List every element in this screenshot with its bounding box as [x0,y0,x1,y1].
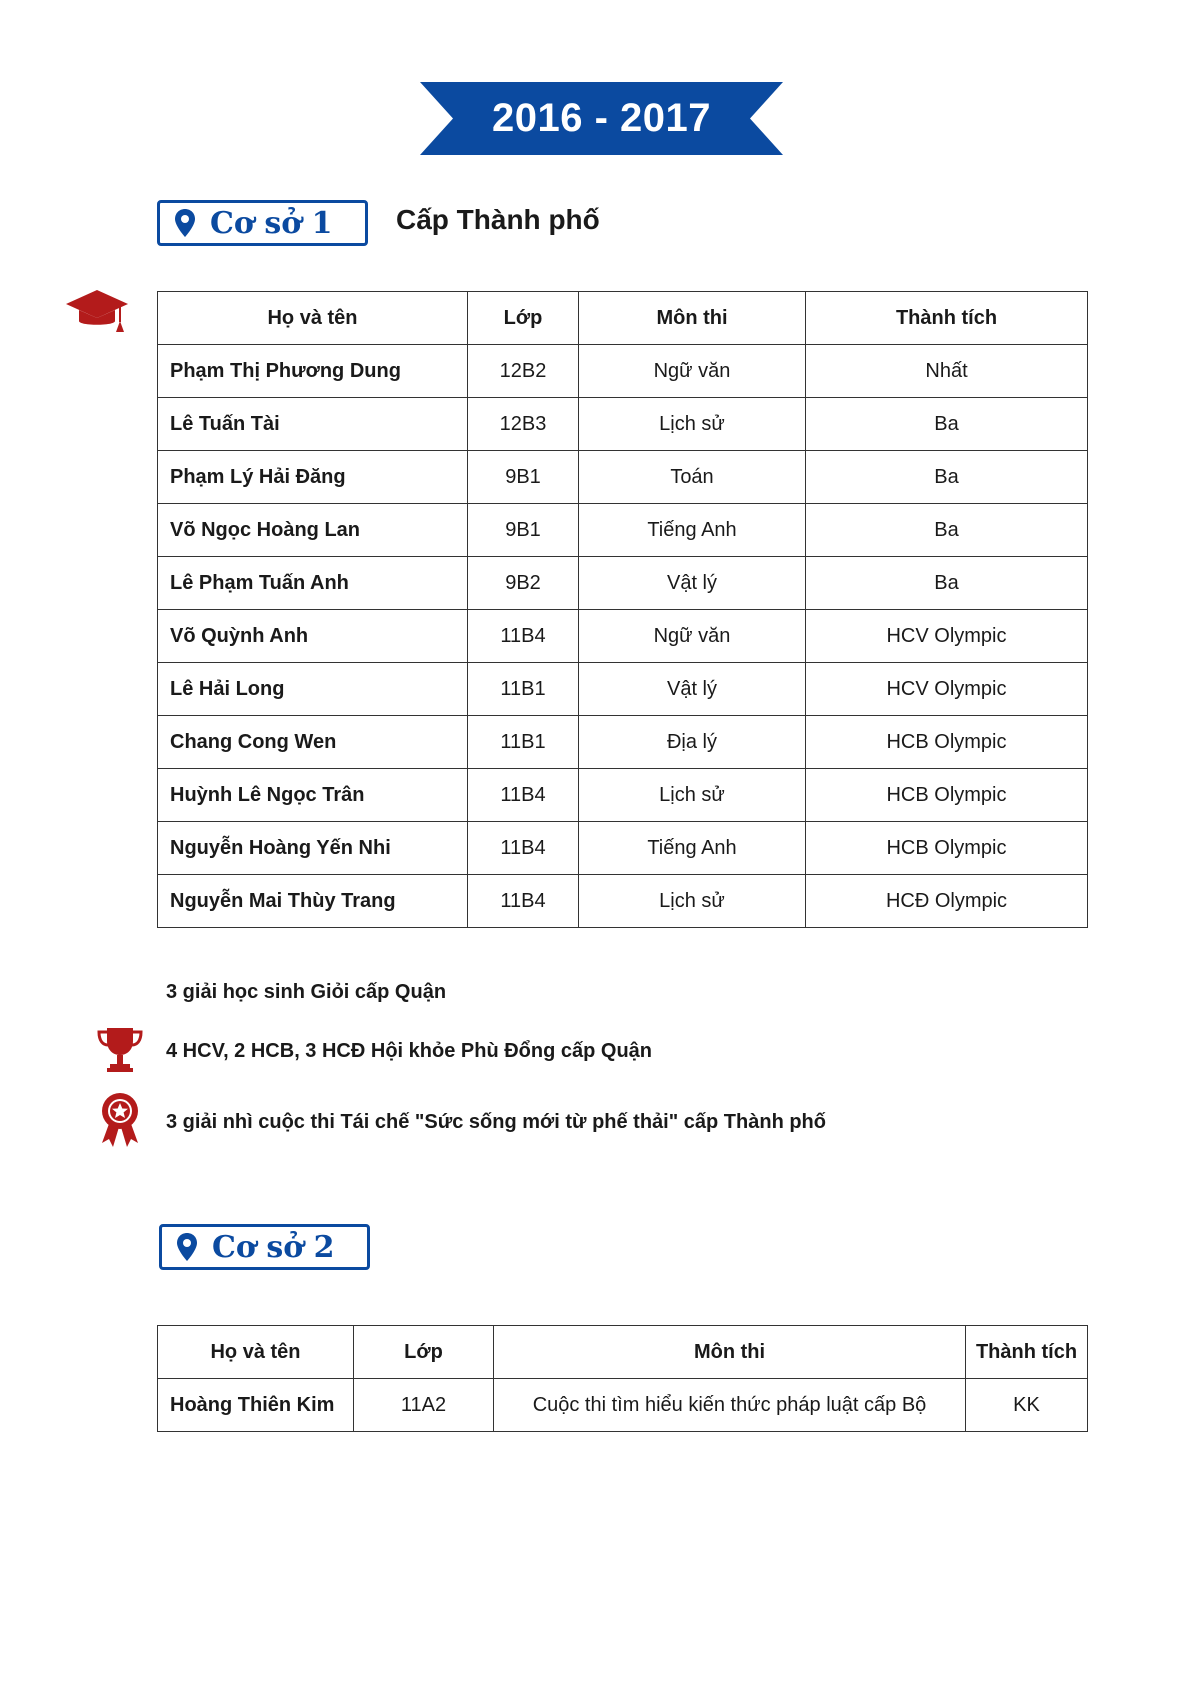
table-row [158,451,1088,504]
class-cell: 11B4 [468,610,579,663]
subject-cell: Tiếng Anh [579,822,806,875]
table-row [158,398,1088,451]
campus-2-label: Cơ sở 2 [212,1229,335,1265]
class-cell: 12B2 [468,345,579,398]
achievement-cell: Ba [806,451,1088,504]
campus-2-badge [159,1224,370,1270]
achievement-cell: HCĐ Olympic [806,875,1088,928]
class-cell: 11B1 [468,663,579,716]
subject-cell: Vật lý [579,663,806,716]
achievement-cell: KK [966,1379,1088,1432]
column-header: Lớp [468,292,579,345]
subject-cell: Lịch sử [579,398,806,451]
class-cell: 11A2 [354,1379,494,1432]
class-cell: 12B3 [468,398,579,451]
campus-1-badge [157,200,368,246]
subject-cell: Lịch sử [579,875,806,928]
class-cell: 11B4 [468,822,579,875]
table-row [158,610,1088,663]
subject-cell: Toán [579,451,806,504]
column-header: Họ và tên [158,1326,354,1379]
subject-cell: Cuộc thi tìm hiểu kiến thức pháp luật cấp Bộ [494,1379,966,1432]
campus-1-table [157,291,1088,928]
student-name: Nguyễn Hoàng Yến Nhi [158,822,468,875]
student-name: Lê Phạm Tuấn Anh [158,557,468,610]
achievement-cell: Nhất [806,345,1088,398]
achievement-cell: HCB Olympic [806,716,1088,769]
subject-cell: Vật lý [579,557,806,610]
class-cell: 11B4 [468,769,579,822]
achievement-cell: Ba [806,504,1088,557]
campus-2-table [157,1325,1088,1432]
year-ribbon [420,82,783,155]
map-pin-icon [176,1232,198,1262]
student-name: Lê Tuấn Tài [158,398,468,451]
table-row [158,875,1088,928]
table-row [158,345,1088,398]
table-row [158,663,1088,716]
table-row [158,504,1088,557]
class-cell: 9B1 [468,451,579,504]
campus-1-label: Cơ sở 1 [210,205,333,241]
note-phu-dong: 4 HCV, 2 HCB, 3 HCĐ Hội khỏe Phù Đổng cấp Quận [166,1040,652,1062]
note-recycling-contest: 3 giải nhì cuộc thi Tái chế "Sức sống mới từ phế thải" cấp Thành phố [166,1111,826,1133]
achievement-cell: HCV Olympic [806,663,1088,716]
student-name: Võ Quỳnh Anh [158,610,468,663]
student-name: Lê Hải Long [158,663,468,716]
subject-cell: Ngữ văn [579,610,806,663]
subject-cell: Lịch sử [579,769,806,822]
year-label: 2016 - 2017 [491,96,711,140]
achievement-cell: HCB Olympic [806,822,1088,875]
achievement-cell: Ba [806,398,1088,451]
column-header: Môn thi [494,1326,966,1379]
student-name: Hoàng Thiên Kim [158,1379,354,1432]
class-cell: 11B1 [468,716,579,769]
column-header: Môn thi [579,292,806,345]
table-row [158,716,1088,769]
graduation-cap-icon [64,288,130,334]
column-header: Thành tích [806,292,1088,345]
subject-cell: Địa lý [579,716,806,769]
column-header: Lớp [354,1326,494,1379]
student-name: Nguyễn Mai Thùy Trang [158,875,468,928]
table-row [158,557,1088,610]
student-name: Võ Ngọc Hoàng Lan [158,504,468,557]
class-cell: 11B4 [468,875,579,928]
trophy-icon [95,1025,145,1075]
student-name: Phạm Thị Phương Dung [158,345,468,398]
award-ribbon-icon [98,1091,142,1149]
column-header: Thành tích [966,1326,1088,1379]
note-district-excellence: 3 giải học sinh Giỏi cấp Quận [166,981,447,1003]
class-cell: 9B2 [468,557,579,610]
achievement-cell: HCB Olympic [806,769,1088,822]
achievement-cell: HCV Olympic [806,610,1088,663]
subject-cell: Ngữ văn [579,345,806,398]
level-title: Cấp Thành phố [396,204,600,235]
table-header-row [158,1326,1088,1379]
table-header-row [158,292,1088,345]
student-name: Phạm Lý Hải Đăng [158,451,468,504]
student-name: Chang Cong Wen [158,716,468,769]
map-pin-icon [174,208,196,238]
table-row [158,1379,1088,1432]
subject-cell: Tiếng Anh [579,504,806,557]
table-row [158,769,1088,822]
column-header: Họ và tên [158,292,468,345]
achievement-cell: Ba [806,557,1088,610]
table-row [158,822,1088,875]
student-name: Huỳnh Lê Ngọc Trân [158,769,468,822]
class-cell: 9B1 [468,504,579,557]
